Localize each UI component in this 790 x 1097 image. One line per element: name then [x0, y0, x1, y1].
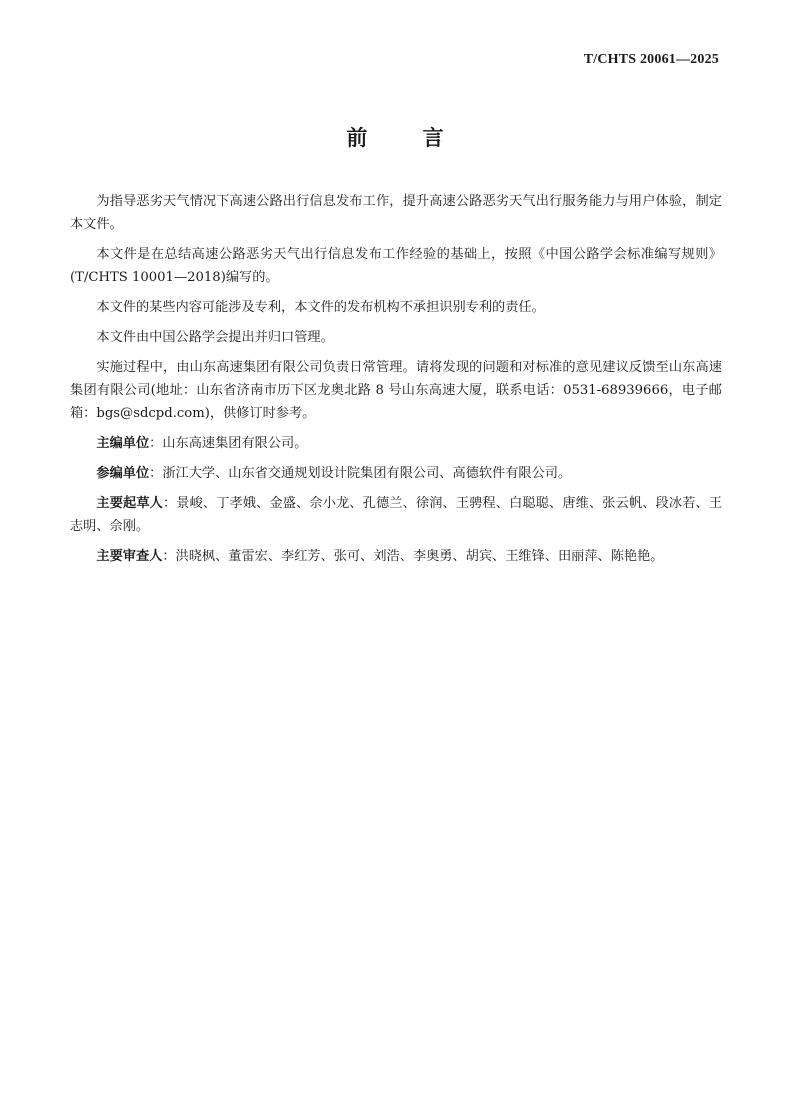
credit-participants [70, 462, 722, 485]
credit-value: ：景峻、丁孝娥、金盛、佘小龙、孔德兰、徐润、王骋程、白聪聪、唐维、张云帆、段冰若、王志明、佘刚。 [70, 496, 723, 534]
credit-label: 主要审查人 [96, 549, 163, 564]
credit-value: ：浙江大学、山东省交通规划设计院集团有限公司、高德软件有限公司。 [149, 466, 572, 481]
paragraph-purpose: 为指导恶劣天气情况下高速公路出行信息发布工作，提升高速公路恶劣天气出行服务能力与用户体验，制定本文件。 [70, 194, 722, 232]
credit-value: ：山东高速集团有限公司。 [149, 436, 308, 451]
document-body [70, 190, 722, 575]
credit-label: 主要起草人 [96, 496, 163, 511]
standard-code: T/CHTS 20061—2025 [583, 52, 719, 67]
paragraph-feedback: 实施过程中，由山东高速集团有限公司负责日常管理。请将发现的问题和对标准的意见建议反馈至山东高速集团有限公司(地址：山东省济南市历下区龙奥北路 8 号山东高速大厦，联系电话：0531-68939666，电子邮箱：bgs@sdcpd.com)，供修订时参考。 [70, 360, 722, 421]
credit-reviewers [70, 545, 722, 568]
page-title: 前 言 [346, 126, 468, 150]
paragraph-management: 本文件由中国公路学会提出并归口管理。 [96, 330, 334, 345]
credit-value: ：洪晓枫、董雷宏、李红芳、张可、刘浩、李奥勇、胡宾、王维锋、田丽萍、陈艳艳。 [162, 549, 664, 564]
paragraph-basis: 本文件是在总结高速公路恶劣天气出行信息发布工作经验的基础上，按照《中国公路学会标准编写规则》(T/CHTS 10001—2018)编写的。 [70, 247, 722, 285]
credit-label: 参编单位 [96, 466, 150, 481]
paragraph-patent: 本文件的某些内容可能涉及专利，本文件的发布机构不承担识别专利的责任。 [96, 300, 545, 315]
credit-chief-editor [70, 432, 722, 455]
credit-label: 主编单位 [96, 436, 150, 451]
credit-drafters [70, 492, 722, 538]
